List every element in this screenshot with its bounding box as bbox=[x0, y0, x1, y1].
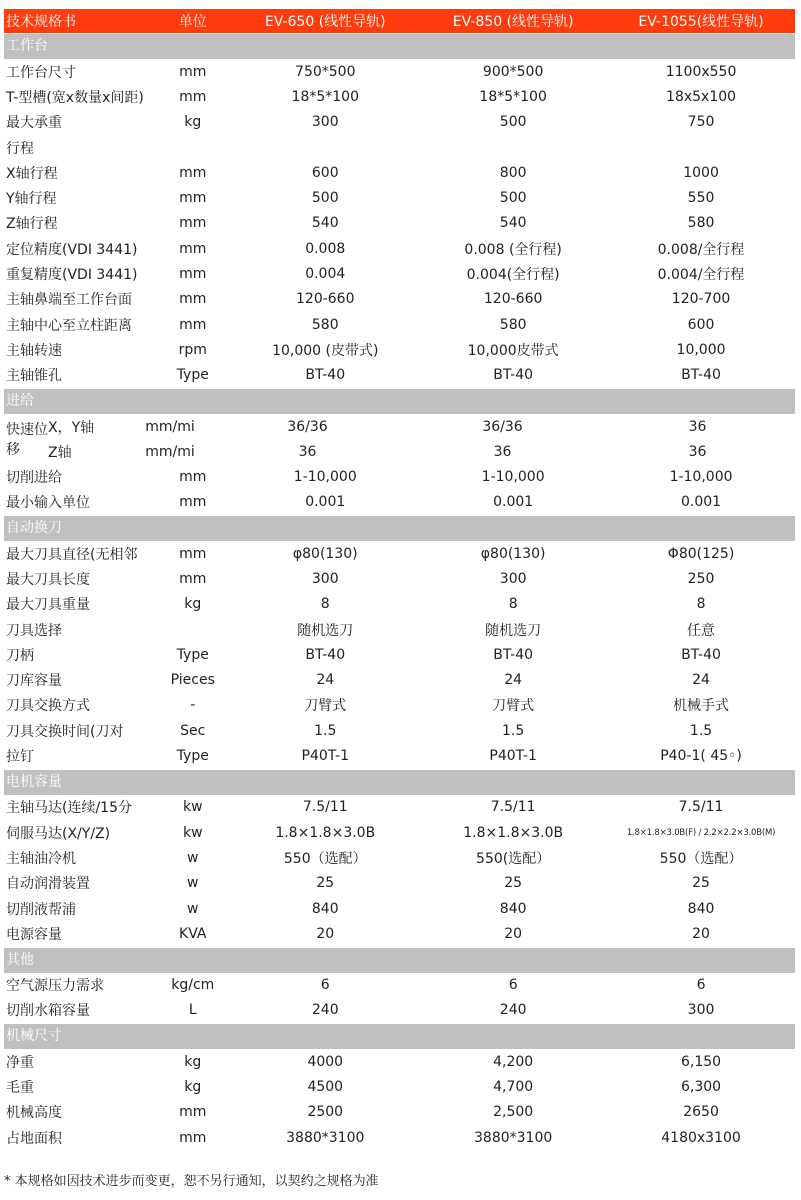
section-table-rows bbox=[4, 59, 795, 388]
value-cell: 36 bbox=[688, 443, 707, 460]
unit-cell: kg bbox=[184, 1079, 202, 1096]
value-cell: 6 bbox=[320, 977, 330, 994]
header-title: 技术规格书 bbox=[6, 14, 76, 30]
table-row bbox=[4, 642, 795, 667]
unit-cell: mm bbox=[179, 494, 207, 511]
value-cell: 7.5/11 bbox=[490, 799, 536, 816]
value-cell: 8 bbox=[696, 596, 706, 613]
value-cell: 1.8×1.8×3.0B bbox=[463, 824, 564, 841]
value-cell: 1.5 bbox=[502, 722, 525, 739]
unit-cell: Type bbox=[176, 367, 209, 384]
table-row bbox=[4, 743, 795, 768]
value-cell: 250 bbox=[687, 570, 715, 587]
value-cell: BT-40 bbox=[493, 367, 534, 384]
table-row bbox=[4, 795, 795, 820]
value-cell: 20 bbox=[504, 925, 523, 942]
table-row bbox=[48, 439, 795, 464]
value-cell: φ80(130) bbox=[480, 545, 546, 562]
value-cell: Φ80(125) bbox=[667, 545, 735, 562]
spec-sheet bbox=[4, 9, 795, 1150]
value-cell: 550 bbox=[687, 190, 715, 207]
spec-label: 最大刀具直径(无相邻 bbox=[6, 546, 138, 563]
unit-cell: mm bbox=[179, 291, 207, 308]
unit-cell: w bbox=[187, 875, 199, 892]
value-cell: P40T-1 bbox=[301, 748, 349, 765]
section-dimensions: 机械尺寸 bbox=[4, 1024, 795, 1049]
value-cell: 580 bbox=[311, 316, 339, 333]
table-row bbox=[4, 337, 795, 362]
table-row bbox=[4, 1125, 795, 1150]
value-cell: 300 bbox=[311, 114, 339, 131]
header-model-2: EV-850 (线性导轨) bbox=[452, 14, 574, 30]
section-atc: 自动换刀 bbox=[4, 516, 795, 541]
unit-cell: mm bbox=[179, 88, 207, 105]
value-cell: 8 bbox=[508, 596, 518, 613]
table-row bbox=[4, 617, 795, 642]
spec-label: T-型槽(宽x数量x间距) bbox=[6, 89, 144, 106]
table-row bbox=[4, 211, 795, 236]
section-motor-rows bbox=[4, 795, 795, 947]
value-cell: 0.008/全行程 bbox=[657, 241, 745, 258]
value-cell: 0.008 bbox=[305, 240, 346, 257]
value-cell: 3880*3100 bbox=[474, 1129, 553, 1146]
value-cell: 540 bbox=[311, 215, 339, 232]
value-cell: 1.8×1.8×3.0B(F) / 2.2×2.2×3.0B(M) bbox=[626, 827, 776, 838]
table-row bbox=[4, 1100, 795, 1125]
section-motor: 电机容量 bbox=[4, 770, 795, 795]
value-cell: 1100x550 bbox=[665, 63, 737, 80]
value-cell: 0.001 bbox=[680, 494, 722, 511]
table-row bbox=[4, 185, 795, 210]
table-row bbox=[4, 592, 795, 617]
value-cell: 1.5 bbox=[314, 722, 337, 739]
value-cell: 4,200 bbox=[493, 1053, 534, 1070]
table-row bbox=[4, 871, 795, 896]
table-row bbox=[4, 1074, 795, 1099]
section-feed-rows bbox=[4, 464, 795, 515]
value-cell: 300 bbox=[311, 570, 339, 587]
footnote: * 本规格如因技术进步而变更，恕不另行通知，以契约之规格为准 bbox=[4, 1174, 379, 1189]
value-cell: 1-10,000 bbox=[669, 469, 733, 486]
value-cell: 36 bbox=[298, 443, 317, 460]
table-row bbox=[4, 921, 795, 946]
spec-label: Y轴行程 bbox=[6, 191, 57, 208]
value-cell: 550(选配） bbox=[476, 850, 551, 867]
value-cell: 120-660 bbox=[296, 291, 355, 308]
value-cell: φ80(130) bbox=[292, 545, 358, 562]
value-cell: 0.004 bbox=[305, 266, 346, 283]
spec-label: 刀具选择 bbox=[6, 622, 62, 639]
value-cell: 任意 bbox=[687, 622, 716, 639]
table-header bbox=[4, 9, 795, 33]
header-model-3: EV-1055(线性导轨) bbox=[638, 14, 764, 30]
value-cell: 580 bbox=[499, 316, 527, 333]
spec-label: 机械高度 bbox=[6, 1105, 62, 1122]
header-model-1: EV-650 (线性导轨) bbox=[264, 14, 386, 30]
value-cell: BT-40 bbox=[681, 646, 721, 663]
table-row bbox=[4, 261, 795, 286]
spec-label: 最大刀具重量 bbox=[6, 597, 90, 614]
value-cell: 24 bbox=[504, 672, 523, 689]
value-cell: 840 bbox=[311, 900, 339, 917]
table-row bbox=[4, 464, 795, 489]
value-cell: 500 bbox=[499, 114, 527, 131]
spec-label: X轴行程 bbox=[6, 165, 58, 182]
value-cell: 2,500 bbox=[493, 1104, 534, 1121]
unit-cell: w bbox=[187, 900, 199, 917]
value-cell: 6 bbox=[508, 977, 518, 994]
unit-cell: mm bbox=[179, 570, 207, 587]
table-row bbox=[4, 668, 795, 693]
value-cell: 6 bbox=[696, 977, 706, 994]
unit-cell: mm bbox=[179, 63, 207, 80]
value-cell: 刀臂式 bbox=[492, 698, 535, 715]
unit-cell: mm/mi bbox=[145, 418, 195, 435]
unit-cell: Pieces bbox=[170, 672, 215, 689]
value-cell: 10,000 (皮带式) bbox=[272, 342, 379, 359]
unit-cell: kw bbox=[182, 799, 203, 816]
spec-label: 主轴中心至立柱距离 bbox=[6, 317, 132, 334]
value-cell: 300 bbox=[499, 570, 527, 587]
value-cell: 36/36 bbox=[287, 418, 328, 435]
section-table: 工作台 bbox=[4, 34, 795, 59]
value-cell: 0.008 (全行程) bbox=[464, 241, 562, 258]
table-row bbox=[4, 896, 795, 921]
spec-label: 最小输入单位 bbox=[6, 495, 90, 512]
spec-label: 主轴锥孔 bbox=[6, 368, 62, 385]
value-cell: 500 bbox=[311, 190, 339, 207]
table-row bbox=[4, 110, 795, 135]
value-cell: 240 bbox=[311, 1002, 339, 1019]
unit-cell: KVA bbox=[179, 925, 207, 942]
unit-cell: kg bbox=[184, 114, 202, 131]
unit-cell: w bbox=[187, 849, 199, 866]
value-cell: 600 bbox=[311, 164, 339, 181]
unit-cell: Sec bbox=[180, 722, 206, 739]
value-cell: 25 bbox=[316, 875, 335, 892]
value-cell: 900*500 bbox=[482, 63, 544, 80]
value-cell: 刀臂式 bbox=[304, 698, 347, 715]
spec-label: 电源容量 bbox=[6, 926, 62, 943]
spec-label: 主轴转速 bbox=[6, 342, 62, 359]
table-row bbox=[4, 84, 795, 109]
value-cell: 4500 bbox=[307, 1079, 344, 1096]
spec-label: 刀具交换方式 bbox=[6, 698, 90, 715]
table-row bbox=[4, 59, 795, 84]
table-row bbox=[4, 135, 795, 160]
table-row bbox=[4, 998, 795, 1023]
unit-cell: kg bbox=[184, 1053, 202, 1070]
value-cell: 10,000 bbox=[676, 341, 726, 358]
spec-label: 主轴油冷机 bbox=[6, 850, 76, 867]
value-cell: 580 bbox=[687, 215, 715, 232]
unit-cell: mm/mi bbox=[145, 443, 195, 460]
spec-label: 净重 bbox=[6, 1054, 34, 1071]
value-cell: 120-700 bbox=[671, 291, 731, 308]
spec-label: 毛重 bbox=[6, 1080, 34, 1097]
value-cell: 18x5x100 bbox=[666, 88, 737, 105]
table-row bbox=[4, 287, 795, 312]
value-cell: P40T-1 bbox=[489, 748, 537, 765]
value-cell: 20 bbox=[692, 925, 710, 942]
unit-cell: mm bbox=[179, 1129, 207, 1146]
value-cell: 540 bbox=[499, 215, 527, 232]
table-row bbox=[4, 693, 795, 718]
value-cell: 750 bbox=[687, 114, 715, 131]
spec-label: 行程 bbox=[6, 140, 34, 157]
unit-cell: mm bbox=[179, 469, 207, 486]
rapid-traverse-group bbox=[4, 414, 795, 465]
table-row bbox=[4, 820, 795, 845]
value-cell: 840 bbox=[499, 900, 527, 917]
section-other-rows bbox=[4, 973, 795, 1024]
value-cell: 3880*3100 bbox=[286, 1129, 365, 1146]
table-row bbox=[4, 718, 795, 743]
value-cell: P40-1( 45◦) bbox=[660, 748, 742, 765]
spec-label: 最大刀具长度 bbox=[6, 571, 90, 588]
spec-label: 主轴马达(连续/15分 bbox=[6, 800, 132, 817]
value-cell: 240 bbox=[499, 1002, 527, 1019]
spec-label: 切削进给 bbox=[6, 470, 62, 487]
value-cell: 10,000皮带式 bbox=[467, 342, 559, 359]
spec-label: 切削液帮浦 bbox=[6, 901, 76, 918]
table-row bbox=[4, 973, 795, 998]
unit-cell: mm bbox=[179, 316, 207, 333]
unit-cell: kg bbox=[184, 596, 202, 613]
spec-label: 工作台尺寸 bbox=[6, 64, 76, 81]
value-cell: 120-660 bbox=[483, 291, 543, 308]
value-cell: BT-40 bbox=[493, 646, 534, 663]
unit-cell: mm bbox=[179, 190, 207, 207]
value-cell: 18*5*100 bbox=[479, 88, 547, 105]
value-cell: 0.001 bbox=[493, 494, 534, 511]
value-cell: 0.004(全行程) bbox=[466, 267, 560, 284]
axis-label: Z轴 bbox=[48, 444, 72, 461]
unit-cell: kg/cm bbox=[171, 977, 215, 994]
rapid-traverse-label: 快速位移 bbox=[6, 422, 48, 459]
value-cell: 1-10,000 bbox=[481, 469, 545, 486]
table-row bbox=[4, 312, 795, 337]
value-cell: 840 bbox=[687, 900, 715, 917]
value-cell: 24 bbox=[692, 672, 710, 689]
value-cell: 36 bbox=[493, 443, 512, 460]
value-cell: 600 bbox=[687, 316, 715, 333]
value-cell: 25 bbox=[504, 875, 523, 892]
value-cell: 0.004/全行程 bbox=[657, 267, 745, 284]
section-other: 其他 bbox=[4, 948, 795, 973]
spec-label: 占地面积 bbox=[6, 1130, 62, 1147]
value-cell: 0.001 bbox=[305, 494, 346, 511]
unit-cell: Type bbox=[176, 748, 209, 765]
section-atc-rows bbox=[4, 541, 795, 769]
value-cell: 1.5 bbox=[689, 722, 713, 739]
value-cell: 550（选配） bbox=[659, 850, 743, 867]
value-cell: 36/36 bbox=[482, 418, 523, 435]
spec-label: 刀库容量 bbox=[6, 673, 62, 690]
spec-label: 自动润滑装置 bbox=[6, 876, 90, 893]
table-row bbox=[4, 160, 795, 185]
value-cell: 2650 bbox=[683, 1104, 719, 1121]
unit-cell: mm bbox=[179, 545, 207, 562]
value-cell: 20 bbox=[316, 925, 335, 942]
value-cell: 750*500 bbox=[295, 63, 356, 80]
table-row bbox=[4, 541, 795, 566]
spec-label: 刀具交换时间(刀对 bbox=[6, 723, 124, 740]
spec-label: 空气源压力需求 bbox=[6, 978, 104, 995]
spec-label: 刀柄 bbox=[6, 647, 34, 664]
unit-cell: - bbox=[190, 697, 196, 714]
spec-label: 伺服马达(X/Y/Z) bbox=[6, 825, 111, 842]
value-cell: BT-40 bbox=[305, 646, 346, 663]
value-cell: 500 bbox=[499, 190, 527, 207]
unit-cell: mm bbox=[179, 240, 207, 257]
value-cell: 随机选刀 bbox=[485, 622, 542, 639]
table-row bbox=[4, 490, 795, 515]
spec-label: 定位精度(VDI 3441) bbox=[6, 241, 138, 258]
spec-label: Z轴行程 bbox=[6, 216, 58, 233]
value-cell: 1000 bbox=[683, 164, 719, 181]
unit-cell: mm bbox=[179, 164, 207, 181]
value-cell: 1.8×1.8×3.0B bbox=[275, 824, 376, 841]
table-row bbox=[4, 1049, 795, 1074]
table-row bbox=[4, 566, 795, 591]
spec-label: 最大承重 bbox=[6, 115, 62, 132]
value-cell: 随机选刀 bbox=[297, 622, 354, 639]
table-row bbox=[4, 363, 795, 388]
value-cell: 24 bbox=[316, 672, 335, 689]
value-cell: 18*5*100 bbox=[291, 88, 359, 105]
value-cell: 机械手式 bbox=[673, 698, 730, 715]
value-cell: 4,700 bbox=[493, 1079, 534, 1096]
value-cell: 6,300 bbox=[680, 1079, 722, 1096]
spec-label: 拉钉 bbox=[6, 749, 34, 766]
value-cell: 6,150 bbox=[680, 1053, 722, 1070]
section-feed: 进给 bbox=[4, 389, 795, 414]
table-row bbox=[4, 236, 795, 261]
spec-label: 重复精度(VDI 3441) bbox=[6, 267, 138, 284]
unit-cell: kw bbox=[182, 824, 203, 841]
section-dimensions-rows bbox=[4, 1049, 795, 1150]
value-cell: 300 bbox=[687, 1002, 715, 1019]
unit-cell: Type bbox=[176, 646, 209, 663]
value-cell: 7.5/11 bbox=[302, 799, 348, 816]
table-row bbox=[48, 414, 795, 439]
unit-cell: mm bbox=[179, 215, 207, 232]
value-cell: BT-40 bbox=[305, 367, 346, 384]
value-cell: 550（选配） bbox=[283, 850, 367, 867]
value-cell: 4000 bbox=[307, 1053, 344, 1070]
value-cell: BT-40 bbox=[681, 367, 721, 384]
value-cell: 4180x3100 bbox=[661, 1129, 741, 1146]
unit-cell: rpm bbox=[178, 341, 207, 358]
value-cell: 1-10,000 bbox=[293, 469, 357, 486]
unit-cell: mm bbox=[179, 1104, 207, 1121]
value-cell: 25 bbox=[692, 875, 710, 892]
value-cell: 2500 bbox=[307, 1104, 344, 1121]
unit-cell: L bbox=[188, 1002, 197, 1019]
value-cell: 800 bbox=[499, 164, 527, 181]
unit-cell: mm bbox=[179, 266, 207, 283]
header-unit: 单位 bbox=[178, 14, 207, 30]
axis-label: X，Y轴 bbox=[48, 419, 95, 436]
spec-label: 切削水箱容量 bbox=[6, 1003, 90, 1020]
table-row bbox=[4, 845, 795, 870]
spec-label: 主轴鼻端至工作台面 bbox=[6, 292, 132, 309]
value-cell: 7.5/11 bbox=[678, 799, 724, 816]
value-cell: 8 bbox=[320, 596, 330, 613]
value-cell: 36 bbox=[688, 418, 707, 435]
